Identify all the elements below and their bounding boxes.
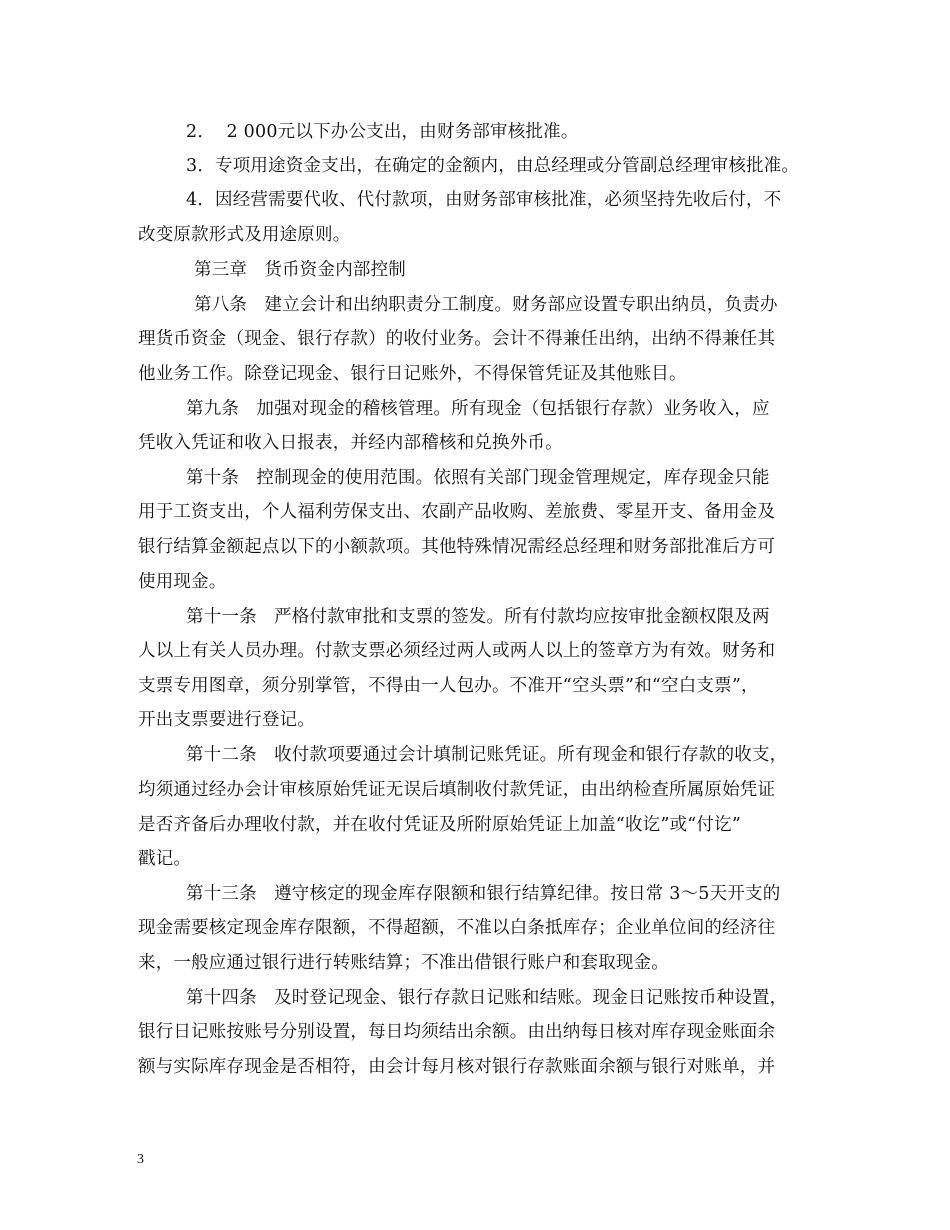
article-start-line: 第八条 建立会计和出纳职责分工制度。财务部应设置专职出纳员，负责办 xyxy=(194,295,778,315)
text-line: 额与实际库存现金是否相符，由会计每月核对银行存款账面余额与银行对账单，并 xyxy=(138,1057,776,1077)
text-line: 戳记。 xyxy=(138,849,192,869)
text-line: 4．因经营需要代收、代付款项，由财务部审核批准，必须坚持先收后付，不 xyxy=(186,190,782,210)
article-start-line: 第十三条 遵守核定的现金库存限额和银行结算纪律。按日常 3～5天开支的 xyxy=(186,884,781,904)
text-line: 理货币资金（现金、银行存款）的收付业务。会计不得兼任出纳，出纳不得兼任其 xyxy=(138,329,776,349)
text-line: 改变原款形式及用途原则。 xyxy=(138,225,351,245)
text-line: 开出支票要进行登记。 xyxy=(138,710,315,730)
article-start-line: 第十一条 严格付款审批和支票的签发。所有付款均应按审批金额权限及两 xyxy=(186,607,770,627)
text-line: 凭收入凭证和收入日报表，并经内部稽核和兑换外币。 xyxy=(138,433,563,453)
text-line: 现金需要核定现金库存限额，不得超额，不准以白条抵库存；企业单位间的经济往 xyxy=(138,918,776,938)
text-line: 银行结算金额起点以下的小额款项。其他特殊情况需经总经理和财务部批准后方可 xyxy=(138,537,776,557)
text-line: 支票专用图章，须分别掌管，不得由一人包办。不准开“空头票”和“空白支票”， xyxy=(138,676,759,696)
text-line: 他业务工作。除登记现金、银行日记账外，不得保管凭证及其他账目。 xyxy=(138,364,687,384)
text-line: 是否齐备后办理收付款，并在收付凭证及所附原始凭证上加盖“收讫”或“付讫” xyxy=(138,815,741,835)
text-line: 2． 2 000元以下办公支出，由财务部审核批准。 xyxy=(186,122,579,142)
chapter-heading: 第三章 货币资金内部控制 xyxy=(194,260,406,280)
article-start-line: 第十二条 收付款项要通过会计填制记账凭证。所有现金和银行存款的收支， xyxy=(186,745,788,765)
text-line: 3．专项用途资金支出，在确定的金额内，由总经理或分管副总经理审核批准。 xyxy=(186,156,800,176)
page-number: 3 xyxy=(137,1152,144,1167)
article-start-line: 第九条 加强对现金的稽核管理。所有现金（包括银行存款）业务收入，应 xyxy=(186,399,770,419)
text-line: 用于工资支出，个人福利劳保支出、农副产品收购、差旅费、零星开支、备用金及 xyxy=(138,502,776,522)
text-line: 银行日记账按账号分别设置，每日均须结出余额。由出纳每日核对库存现金账面余 xyxy=(138,1022,776,1042)
text-line: 使用现金。 xyxy=(138,572,227,592)
article-start-line: 第十四条 及时登记现金、银行存款日记账和结账。现金日记账按币种设置， xyxy=(186,988,788,1008)
text-line: 均须通过经办会计审核原始凭证无误后填制收付款凭证，由出纳检查所属原始凭证 xyxy=(138,780,776,800)
text-line: 来，一般应通过银行进行转账结算；不准出借银行账户和套取现金。 xyxy=(138,953,669,973)
text-line: 人以上有关人员办理。付款支票必须经过两人或两人以上的签章方为有效。财务和 xyxy=(138,641,776,661)
article-start-line: 第十条 控制现金的使用范围。依照有关部门现金管理规定，库存现金只能 xyxy=(186,468,770,488)
